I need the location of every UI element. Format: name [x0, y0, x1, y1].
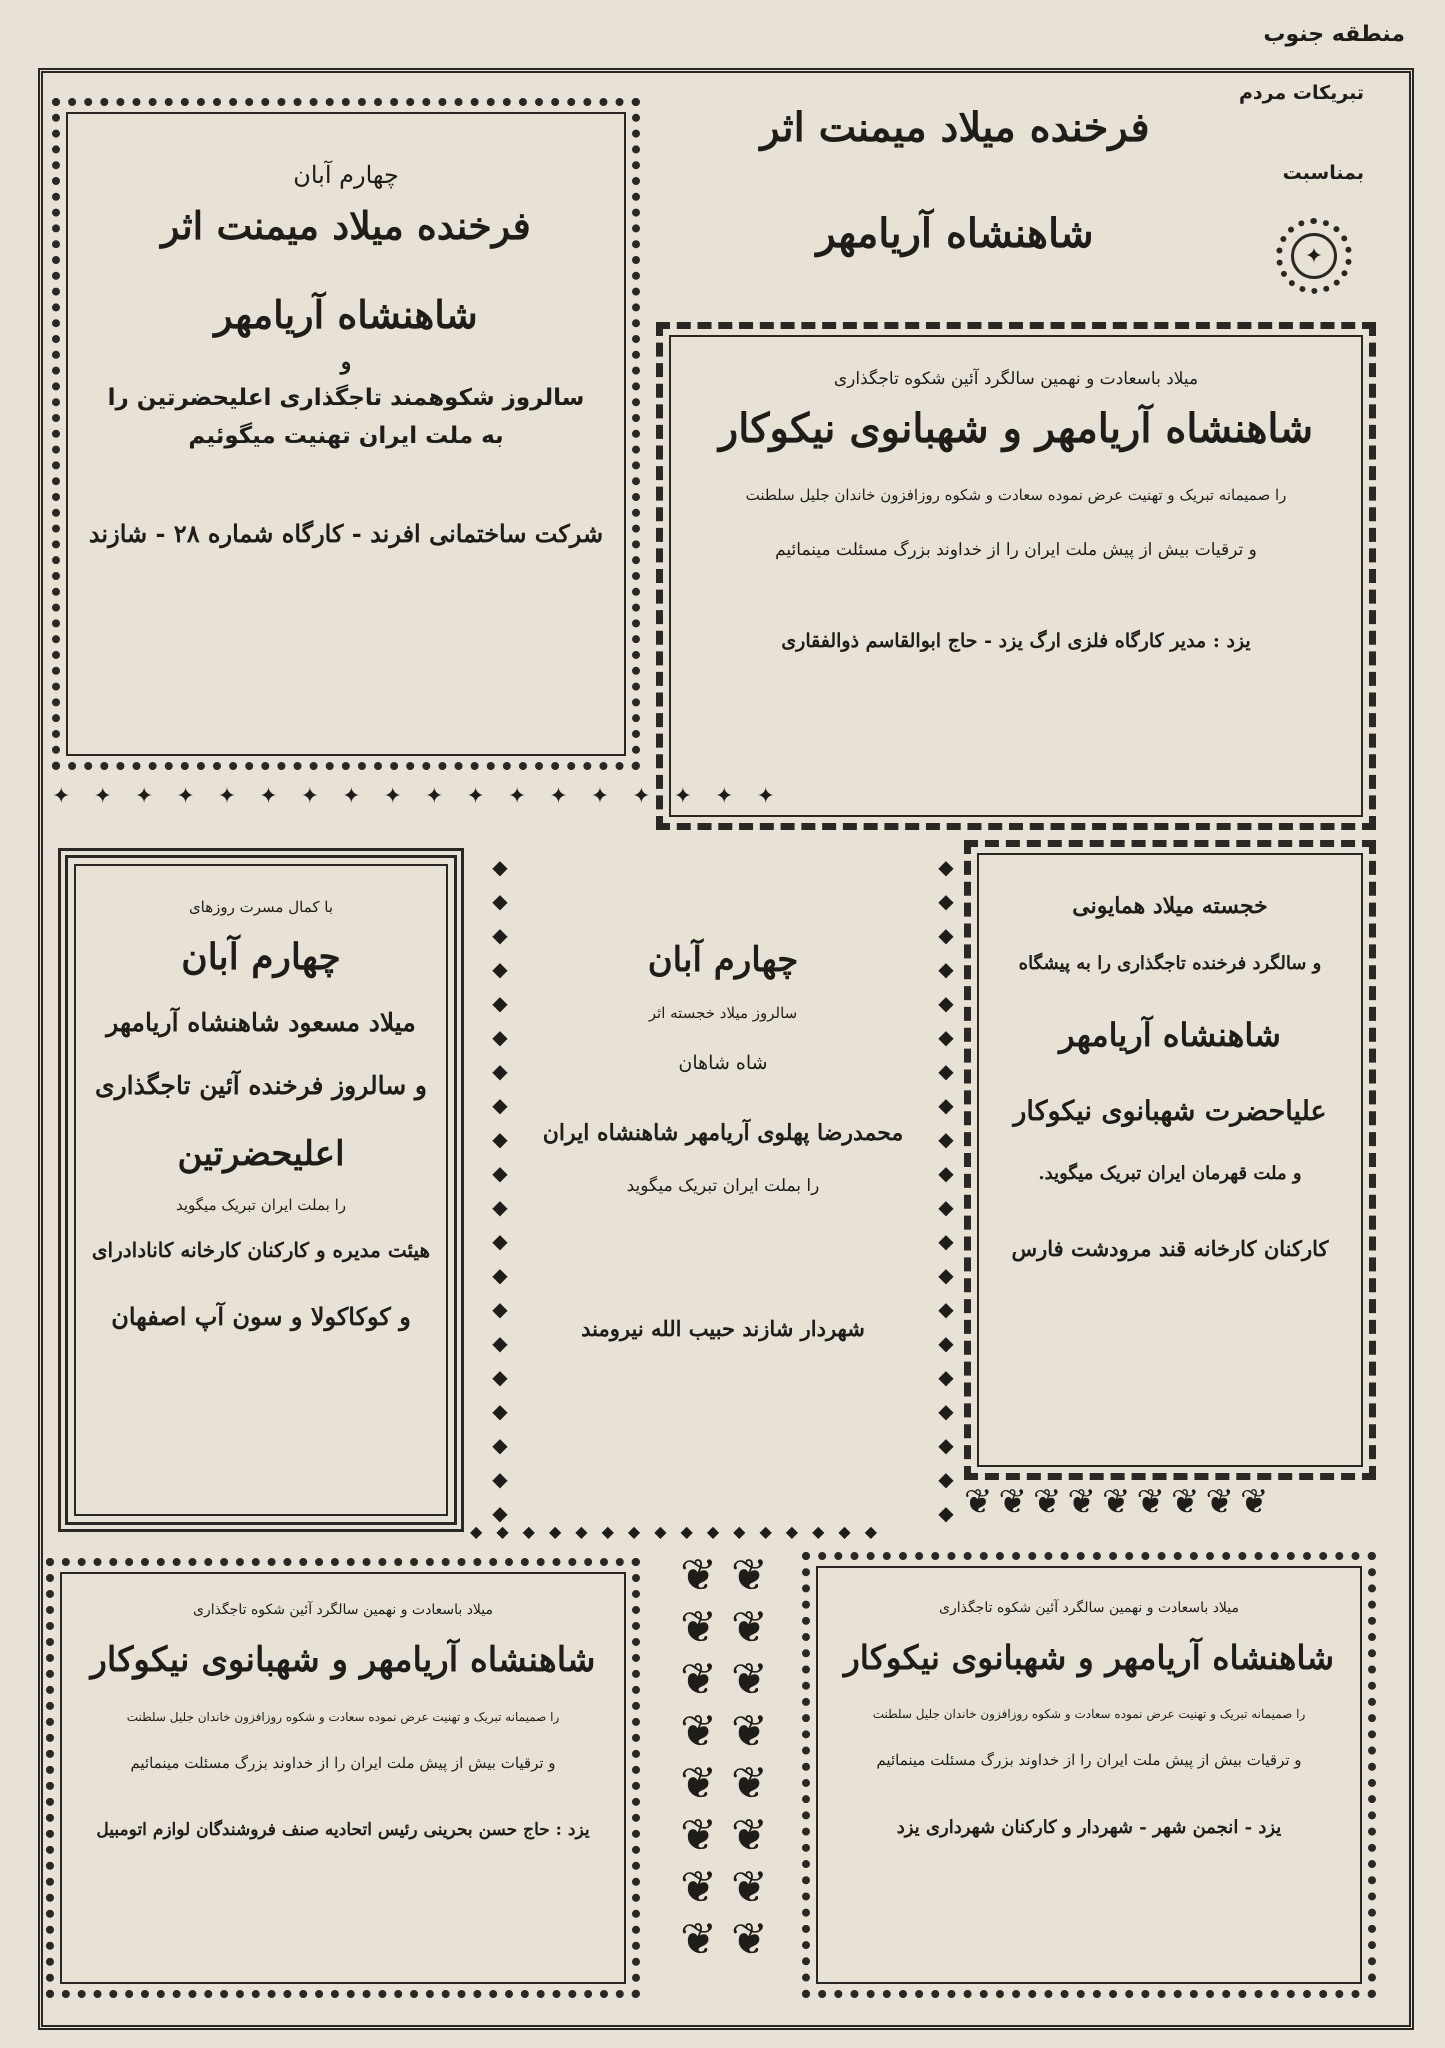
- ad-line: با کمال مسرت روزهای: [188, 898, 334, 916]
- imperial-emblem: [1276, 218, 1352, 294]
- ad-box-mid-left: [58, 848, 464, 1532]
- ad-box-mid-center: [520, 850, 926, 1510]
- ad-box-mid-right: [964, 840, 1376, 1480]
- intro-text-2: بمناسبت: [1282, 162, 1364, 184]
- ad-title: اعلیحضرتین: [177, 1134, 345, 1174]
- header-title-2: شاهنشاه آریامهر: [816, 210, 1094, 257]
- ad-title: شاهنشاه آریامهر: [214, 292, 478, 337]
- ad-line: و ترقیات بیش از پیش ملت ایران را از خداوند بزرگ مسئلت مینمائیم: [775, 540, 1257, 560]
- decorative-diamond-column-right: ◆ ◆ ◆ ◆ ◆ ◆ ◆ ◆ ◆ ◆ ◆ ◆ ◆ ◆ ◆ ◆ ◆ ◆ ◆ ◆: [938, 855, 954, 1525]
- ad-line: سالروز میلاد خجسته اثر: [648, 1004, 798, 1022]
- ad-line: و: [340, 349, 352, 375]
- ad-line: خجسته میلاد همایونی: [1072, 893, 1268, 919]
- intro-text-1: تبریکات مردم: [1239, 82, 1364, 104]
- ad-title: و سالروز فرخنده آئین تاجگذاری: [95, 1071, 427, 1100]
- ad-signature: شهردار شازند حبیب الله نیرومند: [581, 1316, 865, 1341]
- crown-icon: ✦: [1304, 243, 1324, 269]
- ad-title: فرخنده میلاد میمنت اثر: [161, 203, 531, 248]
- ad-signature: یزد - انجمن شهر - شهردار و کارکنان شهرداری یزد: [896, 1817, 1282, 1838]
- ad-title: شاهنشاه آریامهر و شهبانوی نیکوکار: [90, 1640, 596, 1680]
- ad-line: و ترقیات بیش از پیش ملت ایران را از خداوند بزرگ مسئلت مینمائیم: [130, 1754, 556, 1772]
- ad-line: را بملت ایران تبریک میگوید: [626, 1176, 820, 1196]
- ad-line: و سالگرد فرخنده تاجگذاری را به پیشگاه: [1018, 953, 1322, 974]
- ad-title: محمدرضا پهلوی آریامهر شاهنشاه ایران: [542, 1120, 904, 1146]
- ad-line: هیئت مدیره و کارکنان کارخانه کانادادرای: [91, 1238, 431, 1262]
- ad-line: و ترقیات بیش از پیش ملت ایران را از خداوند بزرگ مسئلت مینمائیم: [876, 1751, 1302, 1769]
- ad-title: میلاد مسعود شاهنشاه آریامهر: [106, 1008, 416, 1037]
- ad-box-bottom-right: [802, 1552, 1376, 1998]
- ad-title: چهارم آبان: [181, 936, 341, 978]
- ad-line: را صمیمانه تبریک و تهنیت عرض نموده سعادت و شکوه روزافزون خاندان جلیل سلطنت: [872, 1707, 1306, 1721]
- page-section-label: منطقه جنوب: [1263, 22, 1405, 47]
- ad-line: میلاد باسعادت و نهمین سالگرد آئین شکوه تاجگذاری: [938, 1600, 1240, 1616]
- ad-line: به ملت ایران تهنیت میگوئیم: [188, 423, 504, 449]
- ad-line: و ملت قهرمان ایران تبریک میگوید.: [1038, 1163, 1302, 1184]
- ad-line: سالروز شکوهمند تاجگذاری اعلیحضرتین را: [107, 385, 585, 411]
- ad-box-top-right: [656, 322, 1376, 830]
- ad-box-bottom-left: [46, 1558, 640, 1998]
- header-title-1: فرخنده میلاد میمنت اثر: [760, 104, 1150, 151]
- ad-line: را صمیمانه تبریک و تهنیت عرض نموده سعادت و شکوه روزافزون خاندان جلیل سلطنت: [745, 486, 1287, 504]
- ad-signature: و کوکاکولا و سون آپ اصفهان: [111, 1302, 411, 1331]
- ad-signature: شرکت ساختمانی افرند - کارگاه شماره ۲۸ - شازند: [88, 519, 604, 548]
- ornamental-center-pattern: ❦ ❦ ❦ ❦ ❦ ❦ ❦ ❦ ❦ ❦ ❦ ❦ ❦ ❦ ❦ ❦: [680, 1550, 768, 1965]
- decorative-diamond-column-left: ◆ ◆ ◆ ◆ ◆ ◆ ◆ ◆ ◆ ◆ ◆ ◆ ◆ ◆ ◆ ◆ ◆ ◆ ◆ ◆: [492, 855, 508, 1525]
- top-right-header: [650, 78, 1370, 318]
- ad-line: شاه شاهان: [678, 1052, 768, 1074]
- ornamental-fern-pattern: ❦❦❦❦❦❦❦❦❦: [964, 1482, 1275, 1522]
- ad-signature: کارکنان کارخانه قند مرودشت فارس: [1011, 1236, 1329, 1261]
- ad-title: شاهنشاه آریامهر و شهبانوی نیکوکار: [843, 1638, 1335, 1677]
- ad-signature: یزد : حاج حسن بحرینی رئیس اتحادیه صنف فروشندگان لوازم اتومبیل: [96, 1820, 590, 1840]
- ad-line: چهارم آبان: [293, 161, 399, 189]
- ad-title: چهارم آبان: [647, 940, 799, 980]
- ad-title: شاهنشاه آریامهر و شهبانوی نیکوکار: [718, 405, 1314, 452]
- ad-line: میلاد باسعادت و نهمین سالگرد آئین شکوه تاجگذاری: [192, 1602, 494, 1618]
- ad-line: را صمیمانه تبریک و تهنیت عرض نموده سعادت و شکوه روزافزون خاندان جلیل سلطنت: [126, 1710, 560, 1724]
- ad-line: را بملت ایران تبریک میگوید: [175, 1196, 347, 1214]
- ad-box-top-left: [52, 98, 640, 770]
- ad-title: علیاحضرت شهبانوی نیکوکار: [1013, 1096, 1327, 1127]
- ad-signature: یزد : مدیر کارگاه فلزی ارگ یزد - حاج ابوالقاسم ذوالفقاری: [781, 630, 1251, 652]
- ad-title: شاهنشاه آریامهر: [1059, 1016, 1281, 1054]
- ad-line: میلاد باسعادت و نهمین سالگرد آئین شکوه تاجگذاری: [833, 369, 1199, 389]
- decorative-diamond-row: ◆◆◆◆◆◆◆◆◆◆◆◆◆◆◆◆: [470, 1522, 891, 1541]
- decorative-star-strip: ✦ ✦ ✦ ✦ ✦ ✦ ✦ ✦ ✦ ✦ ✦ ✦ ✦ ✦ ✦ ✦ ✦ ✦: [52, 784, 783, 809]
